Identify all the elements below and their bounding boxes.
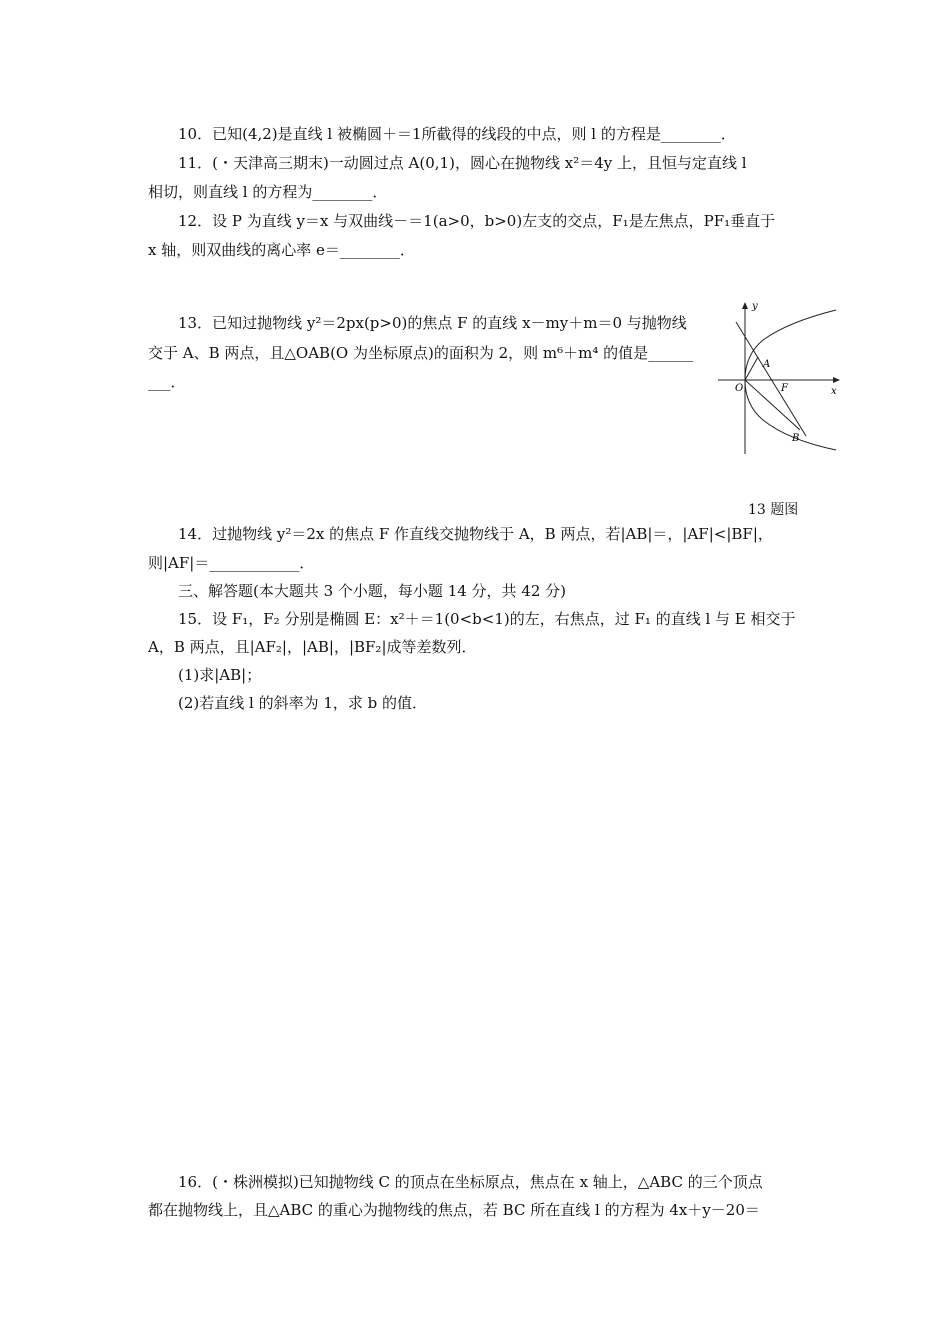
x-axis-label: x [831, 386, 837, 397]
section-3-heading: 三、解答题(本大题共 3 个小题，每小题 14 分，共 42 分) [178, 582, 567, 600]
parabola-figure [718, 300, 848, 460]
question-10: 10．已知(4,2)是直线 l 被椭圆＋＝1所截得的线段的中点，则 l 的方程是________． [178, 125, 736, 143]
origin-label: O [735, 383, 744, 394]
question-13-line3: ___． [148, 373, 186, 391]
question-13-line2: 交于 A、B 两点，且△OAB(O 为坐标原点)的面积为 2，则 m⁶＋m⁴ 的值是______ [148, 344, 694, 362]
question-15-line1: 15．设 F₁，F₂ 分别是椭圆 E：x²＋＝1(0<b<1)的左，右焦点，过 F₁ 的直线 l 与 E 相交于 [178, 610, 796, 628]
point-b-label: B [792, 433, 800, 444]
question-11-line1: 11．(・天津高三期末)一动圆过点 A(0,1)，圆心在抛物线 x²＝4y 上，且恒与定直线 l [178, 154, 747, 172]
figure-caption: 13 题图 [748, 502, 799, 518]
question-15-part1: (1)求|AB|； [178, 666, 262, 684]
point-a-label: A [763, 359, 771, 370]
focus-label: F [781, 383, 788, 394]
question-12-line2: x 轴，则双曲线的离心率 e＝________． [148, 241, 415, 259]
question-15-line2: A，B 两点，且|AF₂|，|AB|，|BF₂|成等差数列． [148, 638, 477, 656]
question-14-line2: 则|AF|＝____________． [148, 554, 315, 572]
question-14-line1: 14．过抛物线 y²＝2x 的焦点 F 作直线交抛物线于 A，B 两点，若|AB|＝，|AF|<|BF|， [178, 525, 773, 543]
question-12-line1: 12．设 P 为直线 y＝x 与双曲线－＝1(a>0，b>0)左支的交点，F₁是左焦点，PF₁垂直于 [178, 212, 776, 230]
y-axis-label: y [752, 301, 758, 312]
question-16-line2: 都在抛物线上，且△ABC 的重心为抛物线的焦点，若 BC 所在直线 l 的方程为 4x＋y－20＝ [148, 1201, 760, 1219]
question-13-line1: 13．已知过抛物线 y²＝2px(p>0)的焦点 F 的直线 x－my＋m＝0 与抛物线 [178, 314, 687, 332]
question-15-part2: (2)若直线 l 的斜率为 1，求 b 的值． [178, 694, 428, 712]
question-11-line2: 相切，则直线 l 的方程为________． [148, 183, 388, 201]
question-16-line1: 16．(・株洲模拟)已知抛物线 C 的顶点在坐标原点，焦点在 x 轴上，△ABC 的三个顶点 [178, 1173, 763, 1191]
